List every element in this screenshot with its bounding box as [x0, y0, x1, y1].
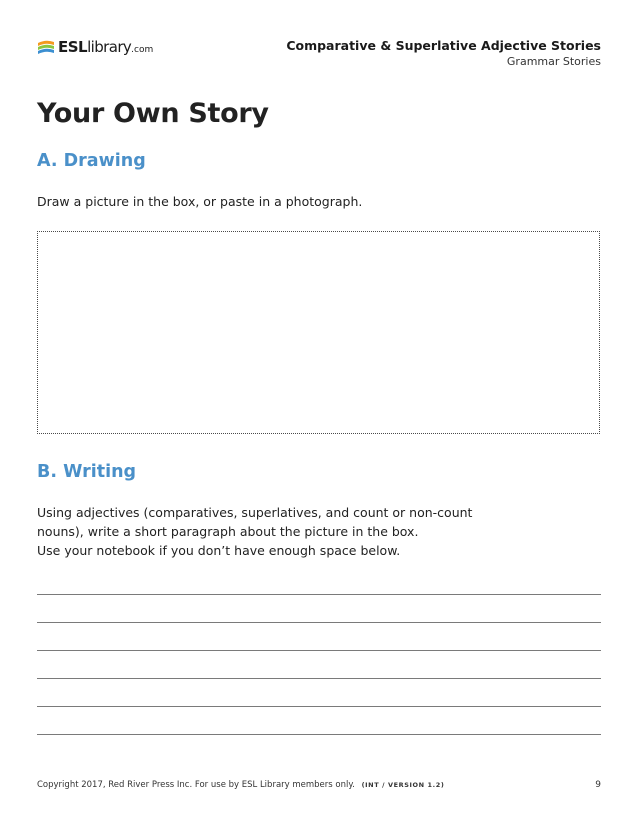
esl-library-logo: [37, 36, 153, 58]
version-label: (INT / VERSION 1.2): [361, 781, 445, 789]
section-a-instruction: Draw a picture in the box, or paste in a photograph.: [37, 194, 363, 209]
writing-line[interactable]: [37, 650, 601, 651]
writing-line[interactable]: [37, 622, 601, 623]
copyright-text: Copyright 2017, Red River Press Inc. For use by ESL Library members only.: [37, 780, 355, 790]
page-title: Your Own Story: [37, 98, 269, 129]
page-number: 9: [595, 780, 601, 790]
logo-brand: ESL: [58, 38, 88, 56]
page-footer: [37, 780, 601, 790]
document-header: [286, 38, 601, 70]
header-subtitle: Grammar Stories: [506, 55, 601, 68]
book-stack-icon: [37, 38, 55, 56]
logo-domain: .com: [131, 45, 154, 55]
writing-line[interactable]: [37, 734, 601, 735]
logo-wordmark: [58, 38, 153, 56]
section-a-heading: A. Drawing: [37, 151, 146, 171]
instruction-line: Use your notebook if you don’t have enough space below.: [37, 543, 401, 558]
instruction-line: nouns), write a short paragraph about the picture in the box.: [37, 524, 419, 539]
section-b-instruction: [37, 503, 472, 560]
section-b-heading: B. Writing: [37, 462, 137, 482]
footer-left: [37, 780, 444, 790]
drawing-box[interactable]: [37, 231, 600, 434]
header-title: Comparative & Superlative Adjective Stories: [286, 38, 601, 53]
logo-library: library: [87, 38, 132, 56]
writing-line[interactable]: [37, 594, 601, 595]
instruction-line: Using adjectives (comparatives, superlatives, and count or non-count: [37, 505, 473, 520]
writing-line[interactable]: [37, 706, 601, 707]
writing-line[interactable]: [37, 678, 601, 679]
